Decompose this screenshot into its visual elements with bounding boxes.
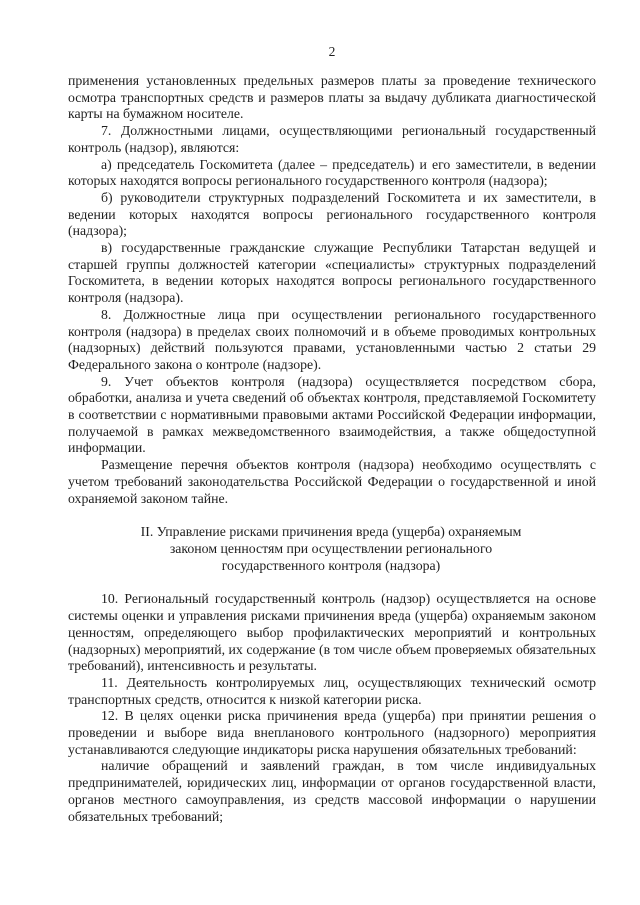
paragraph-12-indicator: наличие обращений и заявлений граждан, в том числе индивидуальных предпринимателей, юридических лиц, информации от органов государственной власти, органов местного самоуправления, из средств массовой информации о нарушении обязательных требований; [68, 758, 596, 824]
paragraph-9: 9. Учет объектов контроля (надзора) осуществляется посредством сбора, обработки, анализа и учета сведений об объектах контроля, представляемой Госкомитету в соответствии с нормативными правовыми актами Российской Федерации информации, получаемой в рамках межведомственного взаимодействия, а также общедоступной информации. [68, 373, 596, 456]
paragraph-7c: в) государственные гражданские служащие Республики Татарстан ведущей и старшей группы должностей категории «специалисты» структурных подразделений Госкомитета, в ведении которых находятся вопросы регионального государственного контроля (надзора). [68, 240, 596, 306]
paragraph-12: 12. В целях оценки риска причинения вреда (ущерба) при принятии решения о проведении и выборе вида внепланового контрольного (надзорного) мероприятия устанавливаются следующие индикаторы риска нарушения обязательных требований: [68, 708, 596, 757]
page-number: 2 [328, 44, 336, 59]
section-heading-line-3: государственного контроля (надзора) [221, 557, 441, 573]
section-heading [78, 524, 584, 574]
paragraph-7b: б) руководители структурных подразделений Госкомитета и их заместители, в ведении которых находятся вопросы регионального государственного контроля (надзора); [68, 189, 596, 239]
paragraph-11: 11. Деятельность контролируемых лиц, осуществляющих технический осмотр транспортных средств, относится к низкой категории риска. [68, 674, 596, 707]
paragraph-continuation: применения установленных предельных размеров платы за проведение технического осмотра транспортных средств и размеров платы за выдачу дубликата диагностической карты на бумажном носителе. [68, 73, 596, 122]
paragraph-10: 10. Региональный государственный контроль (надзор) осуществляется на основе системы оценки и управления рисками причинения вреда (ущерба) охраняемым законом ценностям, определяющего выбор профилактических мероприятий и контрольных (надзорных) мероприятий, их содержание (в том числе объем проверяемых обязательных требований), интенсивность и результаты. [68, 591, 596, 674]
section-heading-line-1: II. Управление рисками причинения вреда (ущерба) охраняемым [140, 524, 522, 540]
paragraph-9-placement: Размещение перечня объектов контроля (надзора) необходимо осуществлять с учетом требований законодательства Российской Федерации о государственной и иной охраняемой законом тайне. [68, 457, 596, 506]
paragraph-7: 7. Должностными лицами, осуществляющими региональный государственный контроль (надзор), являются: [68, 123, 596, 155]
body-text-bottom [68, 591, 596, 825]
body-text-top [68, 73, 596, 507]
section-heading-line-2: законом ценностям при осуществлении регионального [169, 540, 493, 556]
paragraph-8: 8. Должностные лица при осуществлении регионального государственного контроля (надзора) в пределах своих полномочий и в объеме проводимых контрольных (надзорных) действий пользуются правами, установленными частью 2 статьи 29 Федерального закона о контроле (надзоре). [68, 306, 596, 372]
paragraph-7a: а) председатель Госкомитета (далее – председатель) и его заместители, в ведении которых находятся вопросы регионального государственного контроля (надзора); [68, 156, 596, 189]
